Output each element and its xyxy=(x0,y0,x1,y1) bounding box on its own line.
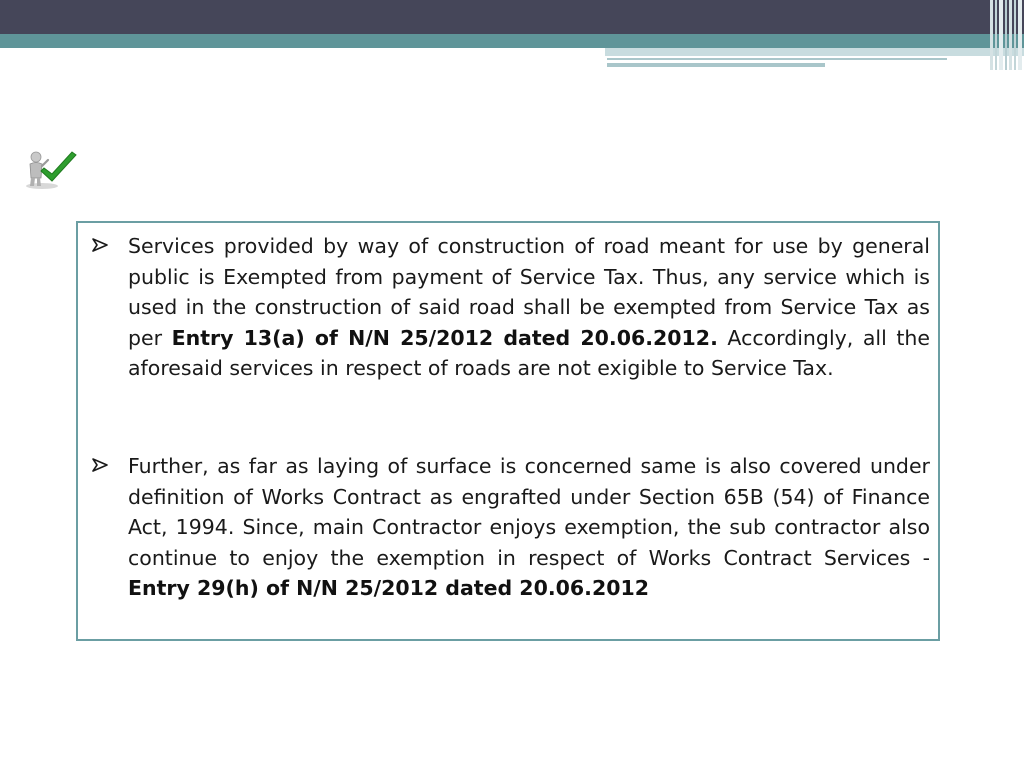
bullet-text-bold: Entry 29(h) of N/N 25/2012 dated 20.06.2012 xyxy=(128,576,649,601)
header-stripe xyxy=(995,0,997,70)
bullet-item xyxy=(90,451,930,604)
header-stripe xyxy=(1009,0,1012,70)
header-stripe xyxy=(999,0,1003,70)
person-with-checkmark-icon xyxy=(24,148,78,190)
bullet-text-bold: Entry 13(a) of N/N 25/2012 dated 20.06.2012. xyxy=(171,325,718,350)
bullet-text xyxy=(128,451,930,604)
bullet-text-regular: Accordingly, all the aforesaid services in respect of roads are not exigible to Service Tax. xyxy=(128,325,930,381)
header-light-band xyxy=(605,48,1024,56)
arrowhead-bullet-icon xyxy=(90,234,110,256)
content-box xyxy=(76,221,940,641)
header-stripe xyxy=(1018,0,1022,70)
header-stripe xyxy=(1014,0,1016,70)
bullet-text-regular: Further, as far as laying of surface is concerned same is also covered under definition of Works Contract as engrafted under Section 65B (54) of Finance Act, 1994. Since, main Contractor enjoys exemption, the sub contractor also continue to enjoy the exemption in respect of Works Contract Services - xyxy=(128,454,930,570)
bullet-item xyxy=(90,231,930,384)
bullet-text-regular: Services provided by way of construction of road meant for use by general public is Exempted from payment of Service Tax. Thus, any service which is used in the construction of said road shall be exempted from Service Tax as per xyxy=(128,234,930,350)
header-dark-bar xyxy=(0,0,1024,34)
arrowhead-bullet-icon xyxy=(90,454,110,476)
header-stripe xyxy=(1005,0,1007,70)
header-teal-bar xyxy=(0,34,1024,48)
header-accent-line xyxy=(607,58,947,60)
header-stripe xyxy=(990,0,993,70)
bullet-text xyxy=(128,231,930,384)
header-accent-line xyxy=(607,63,825,67)
